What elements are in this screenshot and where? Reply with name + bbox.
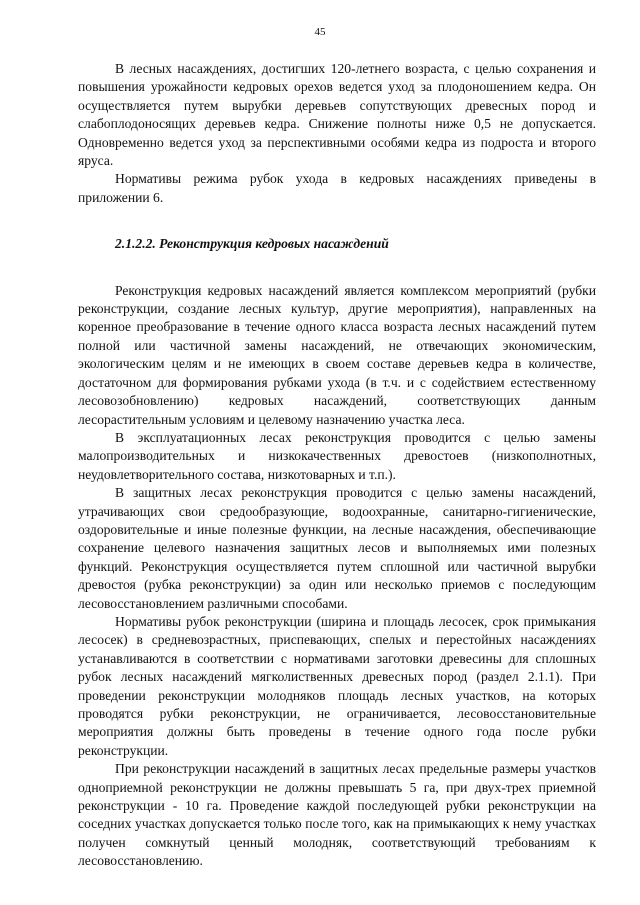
paragraph: Нормативы рубок реконструкции (ширина и площадь лесосек, срок примыкания лесосек) в средневозрастных, приспевающих, спелых и перестойных насаждениях устанавливаются в соответствии с нормативами заготовки древесины для сплошных рубок лесных насаждений мягколиственных древесных пород (раздел 2.1.1). При проведении реконструкции молодняков площадь лесных участков, на которых проводятся рубки реконструкции, не ограничивается, лесовосстановительные мероприятия должны быть проведены в течение одного года после рубки реконструкции. (78, 613, 596, 758)
paragraph: В лесных насаждениях, достигших 120-летнего возраста, с целью сохранения и повышения урожайности кедровых орехов ведется уход за плодоношением кедра. Он осуществляется путем вырубки деревьев сопутствующих древесных пород и слабоплодоносящих деревьев кедра. Снижение полноты ниже 0,5 не допускается. Одновременно ведется уход за перспективными особями кедра из подроста и второго яруса. (78, 61, 596, 169)
page-content (78, 60, 596, 871)
paragraph: Реконструкция кедровых насаждений является комплексом мероприятий (рубки реконструкции, создание лесных культур, другие мероприятия), направленных на коренное преобразование в течение одного класса возраста лесных насаждений путем полной или частичной замены насаждений, не отвечающих экономическим, экологическим целям и не имеющих в своем составе деревьев кедра в количестве, достаточном для формирования рубками ухода (в т.ч. и с содействием естественному лесовозобновлению) кедровых насаждений, соответствующих данным лесорастительным условиям и целевому назначению участка леса. (78, 282, 596, 427)
section-heading: 2.1.2.2. Реконструкция кедровых насаждений (115, 236, 389, 252)
paragraph: В эксплуатационных лесах реконструкция проводится с целью замены малопроизводительных и низкокачественных древостоев (низкополнотных, неудовлетворительного состава, низкотоварных и т.п.). (78, 429, 596, 482)
page-number: 45 (314, 26, 326, 38)
paragraph: Нормативы режима рубок ухода в кедровых насаждениях приведены в приложении 6. (78, 171, 596, 205)
paragraph: В защитных лесах реконструкция проводится с целью замены насаждений, утрачивающих свои средообразующие, водоохранные, санитарно-гигиенические, оздоровительные и иные полезные функции, на лесные насаждения, обеспечивающие сохранение целевого назначения защитных лесов и выполняемых ими полезных функций. Реконструкция осуществляется путем сплошной или частичной вырубки древостоя (рубка реконструкции) за один или несколько приемов с последующим лесовосстановлением различными способами. (78, 485, 596, 611)
paragraph: При реконструкции насаждений в защитных лесах предельные размеры участков одноприемной реконструкции не должны превышать 5 га, при двух-трех приемной реконструкции - 10 га. Проведение каждой последующей рубки реконструкции на соседних участках допускается только после того, как на примыкающих к нему участках получен сомкнутый ценный молодняк, соответствующий требованиям к лесовосстановлению. (78, 761, 596, 869)
